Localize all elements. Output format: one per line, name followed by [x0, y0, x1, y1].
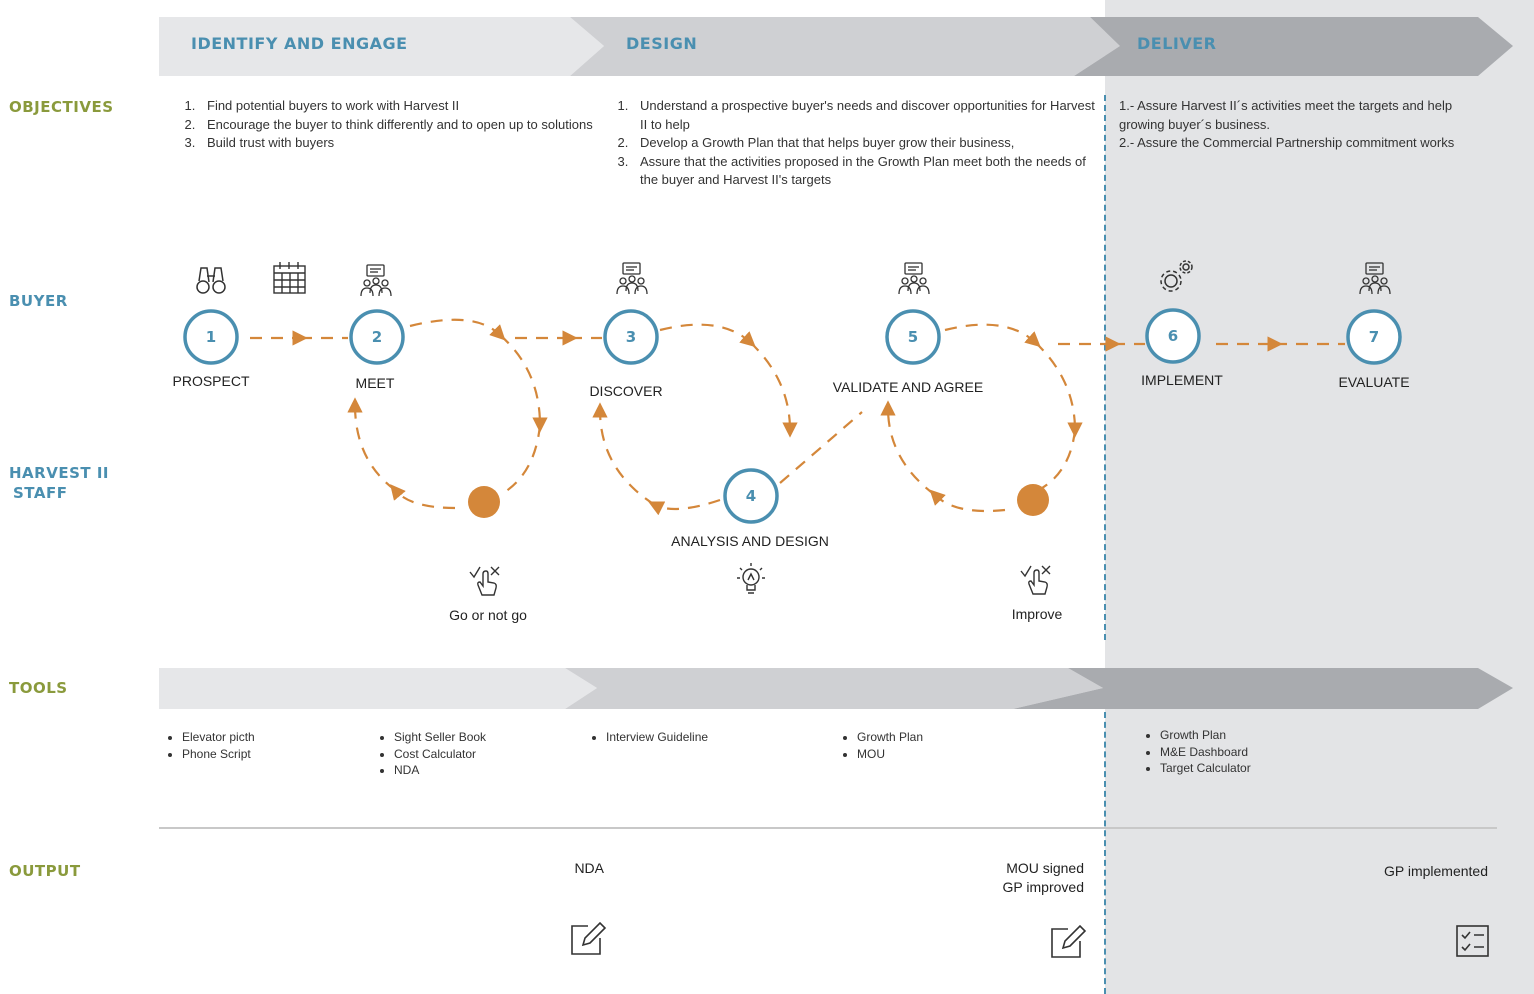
- tool-item: • Growth Plan: [1160, 727, 1251, 744]
- flow-loop-discover: [660, 325, 750, 342]
- phase-label-identify: IDENTIFY AND ENGAGE: [191, 34, 408, 53]
- objective-item: 2. Encourage the buyer to think differently and to open up to solutions: [199, 116, 599, 135]
- output-nda: NDA: [574, 860, 604, 876]
- flow-loop-validate: [1035, 342, 1075, 430]
- tool-item: • M&E Dashboard: [1160, 744, 1251, 761]
- row-label-buyer: BUYER: [9, 292, 68, 310]
- row-label-tools: TOOLS: [9, 679, 68, 697]
- step-label-evaluate: EVALUATE: [1338, 374, 1410, 390]
- meeting-icon: [1360, 263, 1390, 294]
- step-number: 3: [625, 328, 637, 346]
- step-label-discover: DISCOVER: [589, 383, 663, 399]
- tool-item: • Elevator picth: [182, 729, 255, 746]
- flow-loop-meet: [500, 425, 540, 495]
- binoculars-icon: [197, 268, 225, 293]
- step-label-meet: MEET: [355, 375, 395, 391]
- choice-hand-icon: [1021, 566, 1050, 594]
- calendar-icon: [274, 262, 305, 293]
- tools-list-deliver: [1138, 727, 1251, 777]
- edit-document-icon: [1052, 926, 1085, 957]
- step-number: 4: [745, 487, 757, 505]
- meeting-icon: [899, 263, 929, 294]
- tool-item: • Target Calculator: [1160, 760, 1251, 777]
- checklist-icon: [1457, 926, 1488, 956]
- decision-dot-improve: [1017, 484, 1049, 516]
- row-label-output: OUTPUT: [9, 862, 81, 880]
- objective-item: 2.- Assure the Commercial Partnership commitment works: [1119, 135, 1455, 150]
- output-mou-line: MOU signed: [1006, 860, 1084, 876]
- flow-loop-meet: [410, 320, 500, 335]
- flow-loop-meet: [395, 490, 455, 508]
- flow-loop-validate: [888, 408, 935, 495]
- objective-item: 1. Find potential buyers to work with Harvest II: [199, 97, 599, 116]
- lightbulb-icon: [737, 563, 765, 593]
- step-label-validate: VALIDATE AND AGREE: [832, 379, 984, 395]
- gear-icon: [1161, 261, 1192, 291]
- decision-label-go: Go or not go: [449, 607, 527, 623]
- decision-label-improve: Improve: [1011, 606, 1063, 622]
- objective-item: 1.- Assure Harvest II´s activities meet the targets and help growing buyer´s business.: [1119, 98, 1453, 132]
- row-label-staff-2: STAFF: [13, 484, 68, 502]
- row-label-objectives: OBJECTIVES: [9, 98, 114, 116]
- step-label-analysis: ANALYSIS AND DESIGN: [671, 533, 829, 549]
- flow-loop-meet: [500, 335, 540, 425]
- flow-loop-discover: [600, 410, 655, 505]
- step-label-implement: IMPLEMENT: [1141, 372, 1223, 388]
- output-gp-line: GP improved: [1002, 879, 1084, 895]
- step-number: 7: [1368, 328, 1380, 346]
- step-number: 2: [371, 328, 383, 346]
- tool-item: • Cost Calculator: [394, 746, 486, 763]
- row-label-staff-1: HARVEST II: [9, 464, 109, 482]
- phase-label-design: DESIGN: [626, 34, 698, 53]
- flow-loop-validate: [935, 495, 1005, 511]
- tool-item: • MOU: [857, 746, 923, 763]
- objective-item: 1. Understand a prospective buyer's needs and discover opportunities for Harvest II to help: [632, 97, 1102, 134]
- tool-item: • Sight Seller Book: [394, 729, 486, 746]
- output-gp-implemented: GP implemented: [1383, 863, 1488, 879]
- flow-loop-discover: [750, 342, 790, 430]
- flow-loop-discover: [655, 500, 720, 509]
- step-label-prospect: PROSPECT: [172, 373, 250, 389]
- tool-item: • Interview Guideline: [606, 729, 708, 746]
- tool-item: • Phone Script: [182, 746, 255, 763]
- step-number: 5: [907, 328, 919, 346]
- phase-label-deliver: DELIVER: [1137, 34, 1217, 53]
- tool-item: • Growth Plan: [857, 729, 923, 746]
- objective-item: 3. Assure that the activities proposed in the Growth Plan meet both the needs of the buyer and Harvest II's targets: [632, 153, 1102, 190]
- edit-document-icon: [572, 923, 605, 954]
- output-mou: [960, 859, 1084, 897]
- choice-hand-icon: [470, 567, 499, 595]
- tool-item: • NDA: [394, 762, 486, 779]
- tools-list-meet: [372, 729, 486, 779]
- flow-loop-meet: [355, 405, 395, 490]
- flow-loop-validate: [945, 325, 1035, 342]
- meeting-icon: [361, 265, 391, 296]
- tools-list-validate: [835, 729, 923, 762]
- flow-loop-validate: [1035, 430, 1075, 492]
- objective-item: 3. Build trust with buyers: [199, 134, 599, 153]
- decision-dot-go: [468, 486, 500, 518]
- objective-item: 2. Develop a Growth Plan that that helps buyer grow their business,: [632, 134, 1102, 153]
- step-number: 1: [205, 328, 217, 346]
- tools-list-discover: [584, 729, 708, 746]
- flow-connector: [780, 412, 862, 483]
- meeting-icon: [617, 263, 647, 294]
- step-number: 6: [1167, 327, 1179, 345]
- tools-list-prospect: [160, 729, 255, 762]
